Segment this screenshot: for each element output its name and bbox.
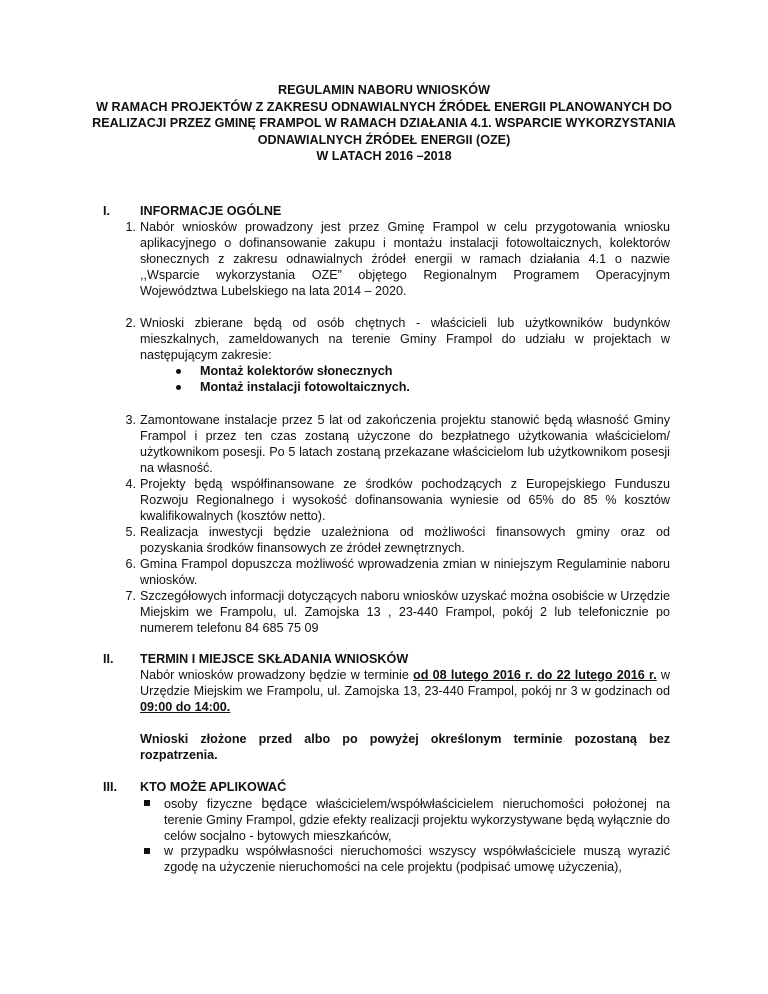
square-bullet-icon	[144, 848, 150, 854]
list-item	[125, 588, 670, 636]
bullet-item	[200, 363, 392, 379]
title-line-1: REGULAMIN NABORU WNIOSKÓW	[278, 83, 490, 97]
list-item-number: 2.	[125, 316, 136, 330]
list-item-text: w przypadku współwłasności nieruchomości wszyscy współwłaściciele muszą wyrazić zgodę na użyczenie nieruchomości na cele projektu (podpisać umowę użyczenia),	[164, 844, 670, 874]
list-item-number: 1.	[125, 220, 136, 234]
list-item	[125, 412, 670, 476]
list-item	[125, 219, 670, 299]
document-title	[80, 82, 688, 165]
square-bullet-icon	[144, 800, 150, 806]
list-item-text: Zamontowane instalacje przez 5 lat od zakończenia projektu stanowić będą własność Gminy Frampol i przez ten czas zostaną użyczone do bezpłatnego użytkowania właścicielom/ użytkownikom posesji. Po 5 latach zostaną przekazane właścicielom lub użytkownikom posesji na własność.	[140, 413, 670, 475]
section-1-heading: INFORMACJE OGÓLNE	[140, 204, 282, 218]
section-2-note: Wnioski złożone przed albo po powyżej określonym terminie pozostaną bez rozpatrzenia.	[140, 732, 670, 762]
list-item	[125, 556, 670, 588]
bullet-dot-icon	[176, 369, 181, 374]
paragraph-text: Nabór wniosków prowadzony będzie w terminie	[140, 668, 414, 682]
list-item-text: Realizacja inwestycji będzie uzależniona od możliwości finansowych gminy oraz od pozyskania środków finansowych ze źródeł zewnętrznych.	[140, 525, 670, 555]
date-range: od 08 lutego 2016 r. do 22 lutego 2016 r.	[413, 668, 657, 682]
list-item-text: osoby fizyczne	[164, 797, 262, 811]
bullet-text: Montaż instalacji fotowoltaicznych.	[200, 380, 410, 394]
office-hours: 09:00 do 14:00.	[140, 700, 231, 714]
list-item	[125, 315, 670, 363]
list-item-text: Gmina Frampol dopuszcza możliwość wprowadzenia zmian w niniejszym Regulaminie naboru wniosków.	[140, 557, 670, 587]
section-2-paragraph	[140, 667, 670, 715]
list-item-number: 3.	[125, 413, 136, 427]
section-2-numeral: II.	[103, 652, 114, 666]
section-2-heading: TERMIN I MIEJSCE SKŁADANIA WNIOSKÓW	[140, 652, 409, 666]
title-line-5: W LATACH 2016 –2018	[316, 149, 452, 163]
list-item-text: będące	[261, 795, 308, 811]
list-item-text: Nabór wniosków prowadzony jest przez Gminę Frampol w celu przygotowania wniosku aplikacyjnego o dofinansowanie zakupu i montażu instalacji fotowoltaicznych, kolektorów słonecznych z zakresu odnawialnych źródeł energii w ramach działania 4.1 o nazwie ,,Wsparcie wykorzystania OZE” objętego Regionalnym Programem Operacyjnym Województwa Lubelskiego na lata 2014 – 2020.	[140, 220, 670, 298]
list-item-number: 4.	[125, 477, 136, 491]
list-item	[164, 795, 670, 844]
bullet-item	[200, 379, 410, 395]
list-item-number: 5.	[125, 525, 136, 539]
list-item	[125, 524, 670, 556]
list-item-number: 7.	[125, 589, 136, 603]
list-item-text: właścicielem/współwłaścicielem nieruchomości położonej na terenie Gminy Frampol, gdzie efekty realizacji projektu wykorzystywane będą wyłącznie do celów socjalno - bytowych mieszkańców,	[164, 797, 670, 843]
list-item-text: Wnioski zbierane będą od osób chętnych - właścicieli lub użytkowników budynków mieszkalnych, zameldowanych na terenie Gminy Frampol do udziału w projektach w następującym zakresie:	[140, 316, 670, 362]
list-item-number: 6.	[125, 557, 136, 571]
title-line-3: REALIZACJI PRZEZ GMINĘ FRAMPOL W RAMACH DZIAŁANIA 4.1. WSPARCIE WYKORZYSTANIA	[92, 116, 676, 130]
title-line-4: ODNAWIALNYCH ŹRÓDEŁ ENERGII (OZE)	[257, 132, 511, 147]
bullet-dot-icon	[176, 385, 181, 390]
list-item-text: Szczegółowych informacji dotyczących naboru wniosków uzyskać można osobiście w Urzędzie Miejskim we Frampolu, ul. Zamojska 13 , 23-440 Frampol, pokój 2 lub telefonicznie po numerem telefonu 84 685 75 09	[140, 589, 670, 635]
title-line-2: W RAMACH PROJEKTÓW Z ZAKRESU ODNAWIALNYCH ŹRÓDEŁ ENERGII PLANOWANYCH DO	[96, 99, 672, 114]
section-3-numeral: III.	[103, 780, 117, 794]
section-3-heading: KTO MOŻE APLIKOWAĆ	[140, 780, 287, 794]
list-item-text: Projekty będą współfinansowane ze środków pochodzących z Europejskiego Funduszu Rozwoju Regionalnego i wysokość dofinansowania wyniesie od 65% do 85 % kosztów kwalifikowalnych (kosztów netto).	[140, 477, 670, 523]
list-item	[125, 476, 670, 524]
section-1-numeral: I.	[103, 204, 110, 218]
bullet-text: Montaż kolektorów słonecznych	[200, 364, 393, 378]
paragraph-text: w Urzędzie Miejskim we Frampolu, ul. Zamojska 13, 23-440 Frampol, pokój nr 3 w godzinach od	[140, 668, 671, 698]
list-item	[164, 843, 670, 875]
